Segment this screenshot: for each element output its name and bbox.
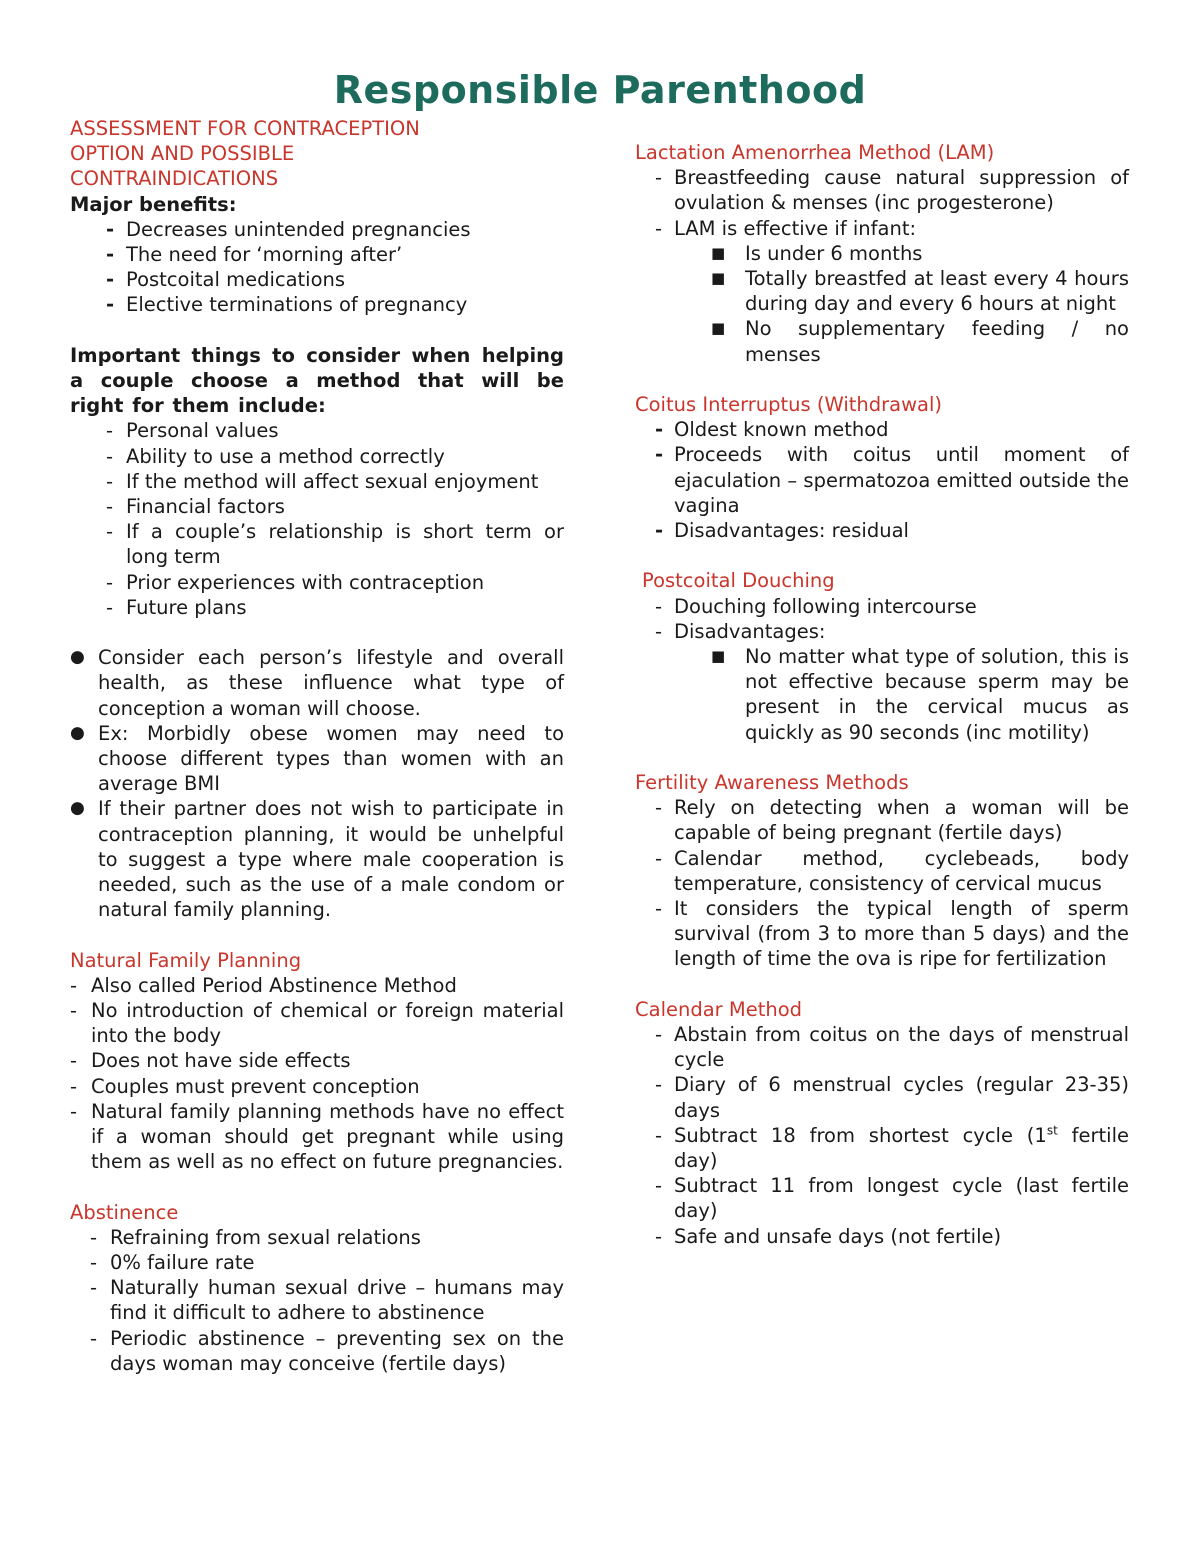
page-title: Responsible Parenthood xyxy=(333,68,867,112)
consideration-item: - Prior experiences with contraception xyxy=(70,570,564,595)
fam-item: - Calendar method, cyclebeads, body temperature, consistency of cervical mucus xyxy=(635,846,1129,896)
cal-item: - Subtract 11 from longest cycle (last fertile day) xyxy=(635,1173,1129,1223)
ci-item: - Disadvantages: residual xyxy=(635,518,1129,543)
lam-sub-item: ■ Totally breastfed at least every 4 hours during day and every 6 hours at night xyxy=(635,266,1129,316)
lam-sub-item: ■ Is under 6 months xyxy=(635,241,1129,266)
lam-heading: Lactation Amenorrhea Method (LAM) xyxy=(635,141,995,164)
left-column xyxy=(70,116,564,1376)
cal-item-text: Subtract 18 from shortest cycle (1 xyxy=(674,1123,1047,1147)
bullet-item: ● Consider each person’s lifestyle and overall health, as these influence what type of conception a woman will choose. xyxy=(70,645,564,721)
postcoital-douching-heading: Postcoital Douching xyxy=(642,569,835,593)
cal-item: - Abstain from coitus on the days of menstrual cycle xyxy=(635,1022,1129,1072)
lam-item: - LAM is effective if infant: xyxy=(635,216,1129,241)
abstinence-item: - 0% failure rate xyxy=(70,1250,564,1275)
right-column xyxy=(635,140,1129,1249)
nfp-item: - Does not have side effects xyxy=(70,1048,564,1073)
abstinence-item: - Periodic abstinence – preventing sex on the days woman may conceive (fertile days) xyxy=(70,1326,564,1376)
consideration-item: - Financial factors xyxy=(70,494,564,519)
pd-sub-item: ■ No matter what type of solution, this is not effective because sperm may be present in the cervical mucus as quickly as 90 seconds (inc motility) xyxy=(635,644,1129,745)
important-heading: Important things to consider when helping a couple choose a method that will be right for them include: xyxy=(70,343,564,418)
cal-item: - Safe and unsafe days (not fertile) xyxy=(635,1224,1129,1249)
fam-item: - It considers the typical length of sperm survival (from 3 to more than 5 days) and the length of time the ova is ripe for fertilization xyxy=(635,896,1129,972)
nfp-item: - Natural family planning methods have no effect if a woman should get pregnant while using them as well as no effect on future pregnancies. xyxy=(70,1099,564,1175)
pd-item: - Douching following intercourse xyxy=(635,594,1129,619)
nfp-heading: Natural Family Planning xyxy=(70,948,302,972)
fertility-awareness-heading: Fertility Awareness Methods xyxy=(635,771,909,795)
cal-item-text-end: fertile day) xyxy=(674,1123,1129,1173)
benefit-item: - Elective terminations of pregnancy xyxy=(70,292,564,317)
pd-item: - Disadvantages: xyxy=(635,619,1129,644)
bullet-item: ● Ex: Morbidly obese women may need to choose different types than women with an average BMI xyxy=(70,721,564,797)
benefit-item: - The need for ‘morning after’ xyxy=(70,242,564,267)
ci-item: - Proceeds with coitus until moment of ejaculation – spermatozoa emitted outside the vagina xyxy=(635,442,1129,518)
major-benefits-label: Major benefits: xyxy=(70,192,237,216)
benefit-item: - Decreases unintended pregnancies xyxy=(70,217,564,242)
consideration-item: - If the method will affect sexual enjoyment xyxy=(70,469,564,494)
lam-item: - Breastfeeding cause natural suppression of ovulation & menses (inc progesterone) xyxy=(635,165,1129,215)
abstinence-item: - Naturally human sexual drive – humans may find it difficult to adhere to abstinence xyxy=(70,1275,564,1325)
assessment-heading-line-3: CONTRAINDICATIONS xyxy=(70,167,279,191)
consideration-item: - Future plans xyxy=(70,595,564,620)
lam-sub-item: ■ No supplementary feeding / no menses xyxy=(635,316,1129,366)
consideration-item: - Ability to use a method correctly xyxy=(70,444,564,469)
cal-item xyxy=(635,1123,1129,1173)
consideration-item: - Personal values xyxy=(70,418,564,443)
cal-item-superscript: st xyxy=(1046,1123,1058,1138)
assessment-heading-line-2: OPTION AND POSSIBLE xyxy=(70,142,295,166)
benefit-item: - Postcoital medications xyxy=(70,267,564,292)
cal-item: - Diary of 6 menstrual cycles (regular 23-35) days xyxy=(635,1072,1129,1122)
abstinence-item: - Refraining from sexual relations xyxy=(70,1225,564,1250)
coitus-interruptus-heading: Coitus Interruptus (Withdrawal) xyxy=(635,393,943,417)
fam-item: - Rely on detecting when a woman will be capable of being pregnant (fertile days) xyxy=(635,795,1129,845)
abstinence-heading: Abstinence xyxy=(70,1200,179,1224)
bullet-item: ● If their partner does not wish to participate in contraception planning, it would be unhelpful to suggest a type where male cooperation is needed, such as the use of a male condom or natural family planning. xyxy=(70,796,564,922)
nfp-item: - Couples must prevent conception xyxy=(70,1074,564,1099)
nfp-item: - Also called Period Abstinence Method xyxy=(70,973,564,998)
ci-item: - Oldest known method xyxy=(635,417,1129,442)
consideration-item: - If a couple’s relationship is short term or long term xyxy=(70,519,564,569)
calendar-method-heading: Calendar Method xyxy=(635,997,803,1021)
nfp-item: - No introduction of chemical or foreign material into the body xyxy=(70,998,564,1048)
assessment-heading-line-1: ASSESSMENT FOR CONTRACEPTION xyxy=(70,117,420,140)
